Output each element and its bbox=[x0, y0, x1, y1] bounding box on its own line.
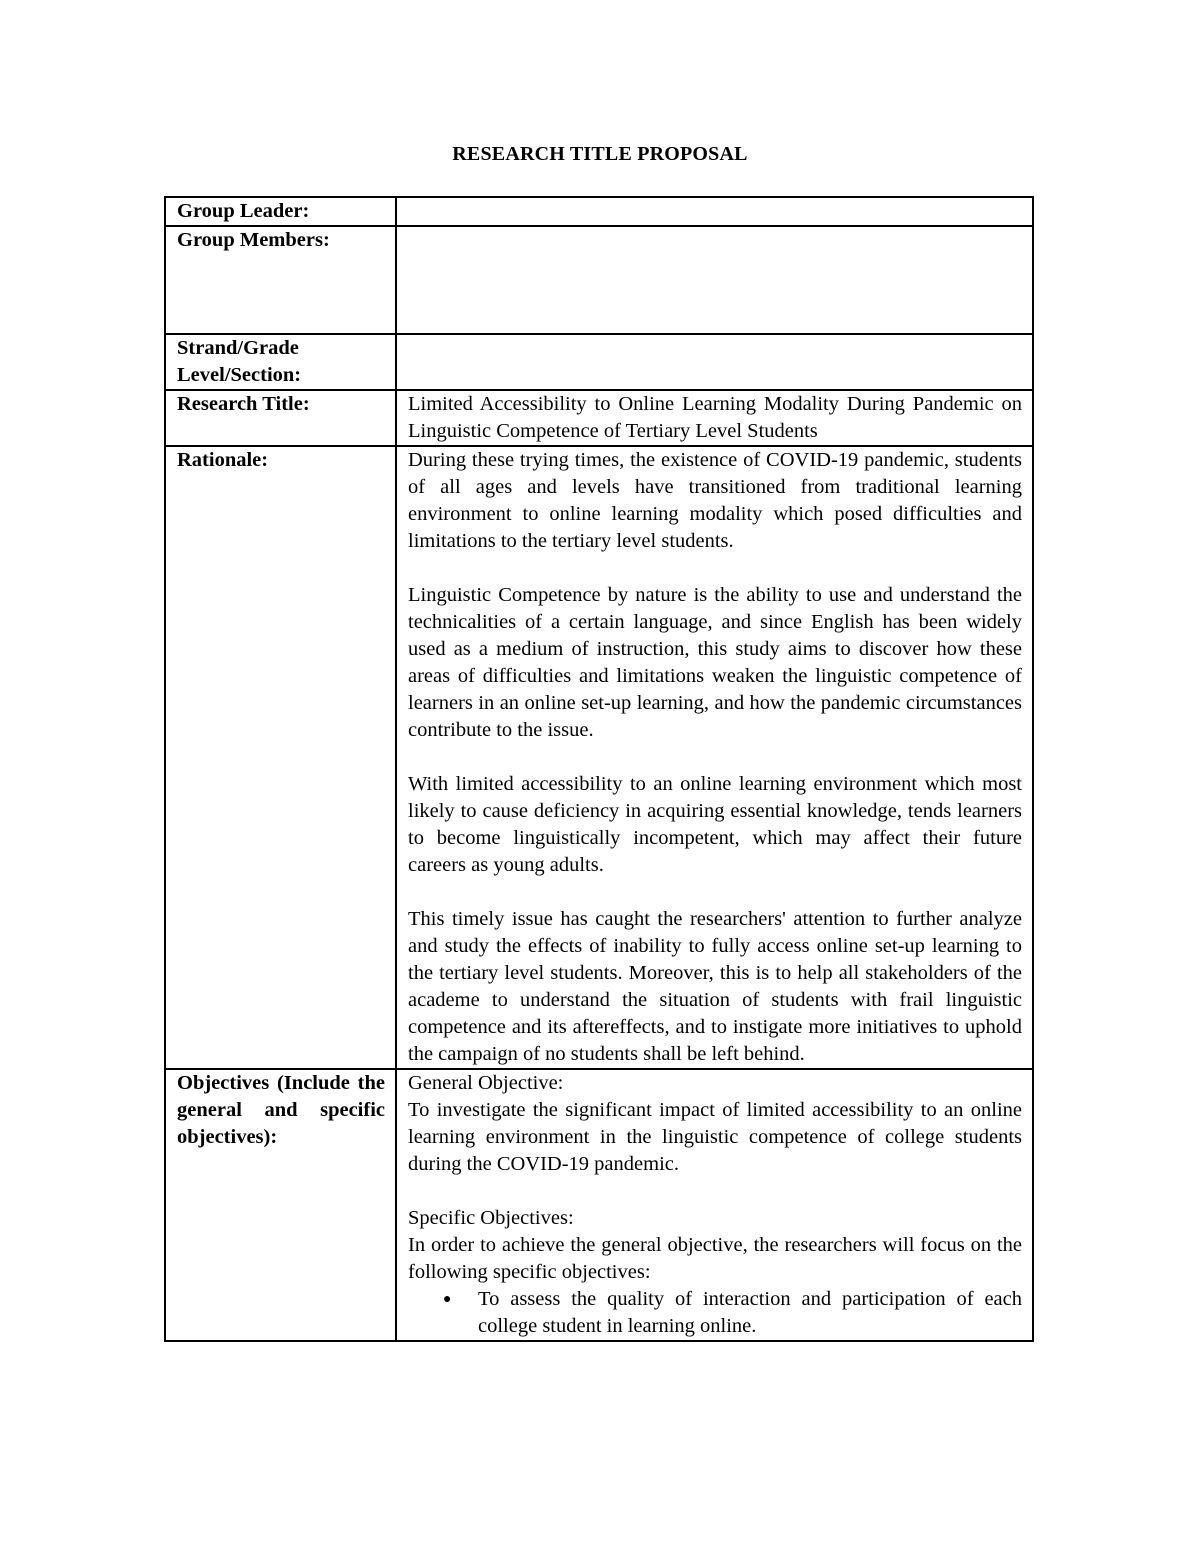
proposal-table bbox=[164, 196, 1034, 1342]
group-leader-label: Group Leader: bbox=[165, 197, 396, 226]
rationale-paragraph: With limited accessibility to an online learning environment which most likely to cause deficiency in acquiring essential knowledge, tends learners to become linguistically incompetent, which may affect their future careers as young adults. bbox=[408, 773, 1022, 876]
row-research-title bbox=[165, 390, 1033, 446]
rationale-paragraph: This timely issue has caught the researchers' attention to further analyze and study the effects of inability to fully access online set-up learning to the tertiary level students. Moreover, this is to help all stakeholders of the academe to understand the situation of students with frail linguistic competence and its aftereffects, and to instigate more initiatives to uphold the campaign of no students shall be left behind. bbox=[408, 908, 1022, 1065]
page-title: RESEARCH TITLE PROPOSAL bbox=[452, 143, 748, 165]
row-group-members bbox=[165, 226, 1033, 334]
objectives-value bbox=[396, 1069, 1033, 1341]
row-group-leader bbox=[165, 197, 1033, 226]
group-members-value bbox=[396, 226, 1033, 334]
rationale-paragraph: During these trying times, the existence of COVID-19 pandemic, students of all ages and levels have transitioned from traditional learning environment to online learning modality which posed difficulties and limitations to the tertiary level students. bbox=[408, 449, 1022, 552]
strand-label: Strand/Grade Level/Section: bbox=[165, 334, 396, 390]
bullet-icon: ● bbox=[443, 1292, 452, 1307]
spacer bbox=[408, 1178, 1022, 1205]
rationale-value bbox=[396, 446, 1033, 1069]
specific-objectives-heading: Specific Objectives: bbox=[408, 1207, 574, 1229]
specific-objective-text: To assess the quality of interaction and participation of each college student in learning online. bbox=[478, 1288, 1022, 1337]
rationale-label: Rationale: bbox=[165, 446, 396, 1069]
row-objectives bbox=[165, 1069, 1033, 1341]
strand-value bbox=[396, 334, 1033, 390]
research-title-value: Limited Accessibility to Online Learning Modality During Pandemic on Linguistic Competence of Tertiary Level Students bbox=[396, 390, 1033, 446]
group-leader-value bbox=[396, 197, 1033, 226]
list-item bbox=[443, 1286, 1022, 1340]
research-title-label: Research Title: bbox=[165, 390, 396, 446]
objectives-label: Objectives (Include the general and specific objectives): bbox=[165, 1069, 396, 1341]
general-objective-heading: General Objective: bbox=[408, 1072, 564, 1094]
specific-objectives-intro: In order to achieve the general objective, the researchers will focus on the following specific objectives: bbox=[408, 1234, 1022, 1283]
row-strand bbox=[165, 334, 1033, 390]
rationale-paragraph: Linguistic Competence by nature is the ability to use and understand the technicalities of a certain language, and since English has been widely used as a medium of instruction, this study aims to discover how these areas of difficulties and limitations weaken the linguistic competence of learners in an online set-up learning, and how the pandemic circumstances contribute to the issue. bbox=[408, 584, 1022, 741]
specific-objectives-list bbox=[408, 1286, 1022, 1340]
row-rationale bbox=[165, 446, 1033, 1069]
group-members-label: Group Members: bbox=[165, 226, 396, 334]
general-objective-text: To investigate the significant impact of limited accessibility to an online learning environment in the linguistic competence of college students during the COVID-19 pandemic. bbox=[408, 1099, 1022, 1175]
